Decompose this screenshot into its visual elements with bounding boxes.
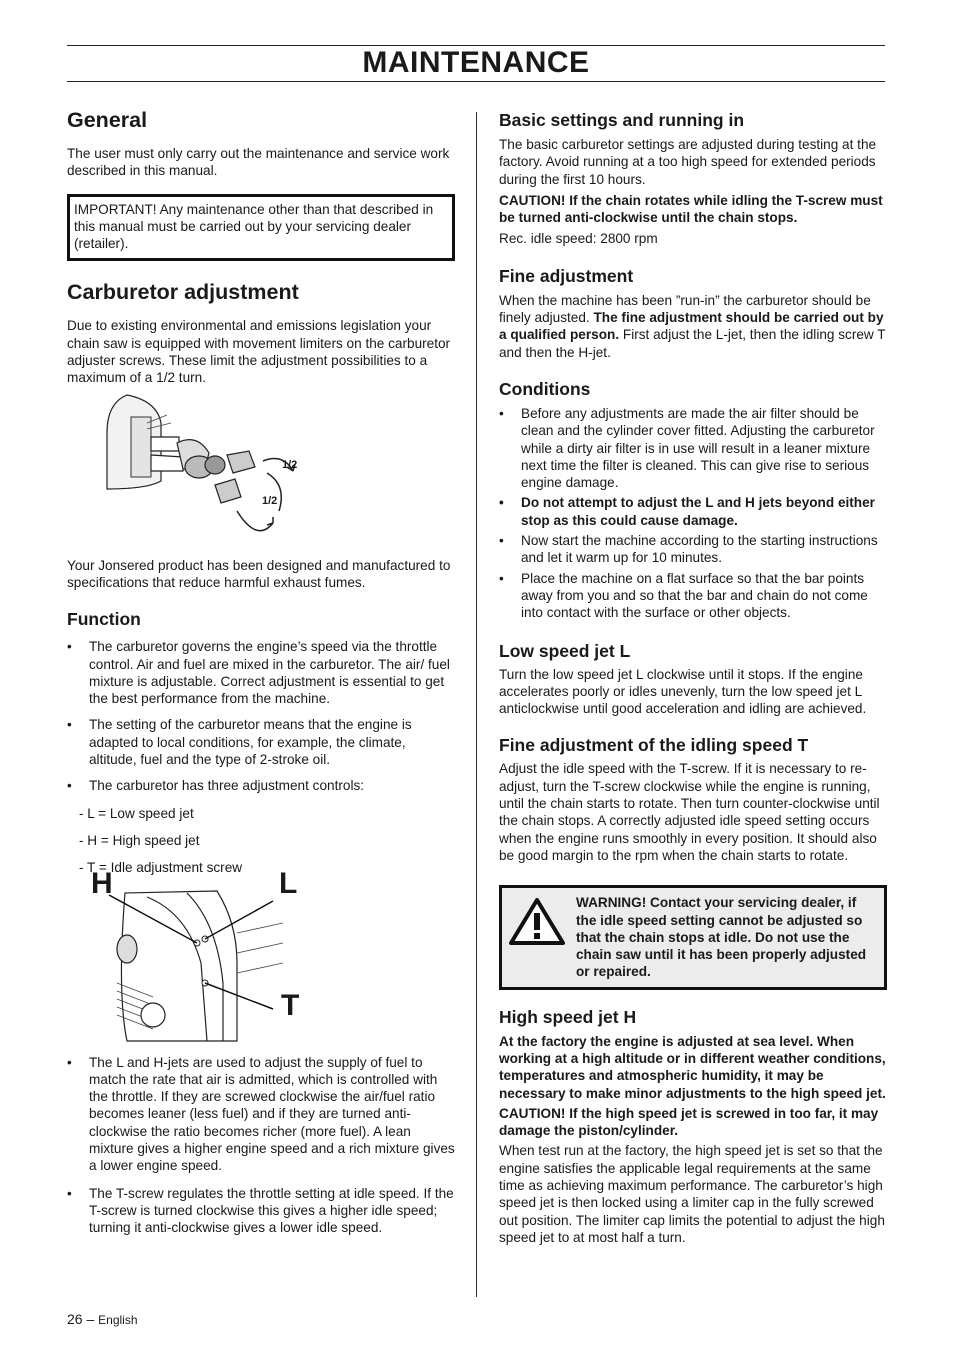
control-h: - H = High speed jet bbox=[79, 832, 200, 848]
function-bullet-4: • The L and H-jets are used to adjust the supply of fuel to match the rate that air is admitted, which is controlled with the throttle. If they are screwed clockwise the air/fuel ratio becomes leaner (less fuel) and if they are turned anti-clockwise the ratio becomes richer (more fuel). A lean mixture gives a higher engine speed and a rich mixture gives a lower engine speed. bbox=[67, 1054, 455, 1175]
control-l: - L = Low speed jet bbox=[79, 805, 194, 821]
carburetor-after-figure: Your Jonsered product has been designed and manufactured to specifications that reduce harmful exhaust fumes. bbox=[67, 557, 451, 590]
basic-settings-heading: Basic settings and running in bbox=[499, 110, 745, 130]
controls-list bbox=[67, 805, 455, 877]
fine-adjustment-heading: Fine adjustment bbox=[499, 265, 634, 286]
column-divider bbox=[476, 112, 477, 1297]
conditions-bullet-2: • Do not attempt to adjust the L and H jets beyond either stop as this could cause damage. bbox=[499, 494, 887, 529]
carburetor-body: Due to existing environmental and emissions legislation your chain saw is equipped with movement limiters on the carburetor adjuster screws. These limit the adjustment possibilities to a maximum of a 1/2 turn. bbox=[67, 318, 451, 386]
fine-body-part-2: First adjust the L-jet, then the idling screw T and then the H-jet. bbox=[499, 327, 886, 360]
page-number: 26 – bbox=[67, 1311, 95, 1327]
limiter-cap-figure bbox=[67, 393, 455, 543]
half-turn-label-lower: 1/2 bbox=[262, 494, 278, 507]
low-speed-jet-heading: Low speed jet L bbox=[499, 640, 631, 661]
basic-settings-body: The basic carburetor settings are adjusted during testing at the factory. Avoid running at a too high speed for extended periods during the first 10 hours. bbox=[499, 137, 877, 187]
general-heading: General bbox=[67, 108, 148, 132]
general-body: The user must only carry out the maintenance and service work described in this manual. bbox=[67, 146, 450, 179]
function-bullets bbox=[67, 638, 455, 794]
conditions-bullet-4: • Place the machine on a flat surface so that the bar points away from you and so that the bar and chain do not come into contact with the surface or other objects. bbox=[499, 570, 887, 622]
high-speed-jet-notice: At the factory the engine is adjusted at sea level. When working at a high altitude or in different weather conditions, temperatures and atmospheric humidity, it may be necessary to make minor adjustments to the high speed jet. bbox=[499, 1033, 886, 1101]
conditions-heading: Conditions bbox=[499, 378, 591, 399]
function-bullet-3: • The carburetor has three adjustment controls: bbox=[67, 777, 455, 794]
warning-triangle-icon bbox=[508, 896, 566, 946]
function-heading: Function bbox=[67, 609, 141, 630]
fine-body-part-1: When the machine has been ”run-in” the carburetor should be finely adjusted. bbox=[499, 292, 871, 326]
idle-speed-body: Adjust the idle speed with the T-screw. If it is necessary to re-adjust, turn the T-screw clockwise while the engine is running, until the chain starts to rotate. Then turn counter-clockwise until the chain stops. A correctly adjusted idle speed setting occurs when the engine runs smoothly in every position. It should also be good margin to the rpm when the chain starts to rotate. bbox=[499, 761, 880, 863]
fine-adjustment-body bbox=[499, 292, 887, 361]
important-text: IMPORTANT! Any maintenance other than that described in this manual must be carried out by your servicing dealer (retailer). bbox=[74, 201, 434, 252]
half-turn-label-upper: 1/2 bbox=[282, 458, 298, 471]
idle-speed-spec: Rec. idle speed: 2800 rpm bbox=[499, 231, 658, 247]
low-speed-jet-body: Turn the low speed jet L clockwise until it stops. If the engine accelerates poorly or idles unevenly, turn the low speed jet L anticlockwise until good acceleration and idling are achieved. bbox=[499, 666, 867, 717]
high-speed-jet-body: When test run at the factory, the high speed jet is set so that the engine satisfies the applicable legal requirements at the same time as achieving maximum performance. The carburetor’s high speed jet is then locked using a limiter cap in the fully screwed out position. The limiter cap limits the potential to adjust the high speed jet to at most half a turn. bbox=[499, 1143, 885, 1245]
carburetor-heading: Carburetor adjustment bbox=[67, 280, 299, 305]
warning-text: WARNING! Contact your servicing dealer, if the idle speed setting cannot be adjusted so that the chain stops at idle. Do not use the chain saw until it has been properly adjusted or repaired. bbox=[576, 895, 867, 980]
header-rule-bottom bbox=[67, 81, 885, 82]
footer-language: English bbox=[98, 1313, 138, 1327]
function-bullet-2: • The setting of the carburetor means that the engine is adapted to local conditions, for example, the climate, altitude, fuel and the type of 2-stroke oil. bbox=[67, 716, 455, 768]
function-bullet-5: • The T-screw regulates the throttle setting at idle speed. If the T-screw is turned clockwise this gives a higher idle speed; turning it anti-clockwise gives a lower idle speed. bbox=[67, 1185, 455, 1237]
h-jet-label: H bbox=[91, 866, 113, 900]
conditions-bullets bbox=[499, 405, 887, 622]
idle-speed-heading: Fine adjustment of the idling speed T bbox=[499, 735, 809, 756]
right-column bbox=[499, 100, 887, 1246]
high-speed-jet-caution: CAUTION! If the high speed jet is screwed in too far, it may damage the piston/cylinder. bbox=[499, 1105, 879, 1139]
page-footer bbox=[67, 1311, 138, 1327]
page-title: MAINTENANCE bbox=[362, 46, 590, 79]
fine-body-bold: The fine adjustment should be carried out by a qualified person. bbox=[499, 310, 884, 343]
warning-box bbox=[499, 885, 887, 989]
left-column bbox=[67, 100, 455, 1237]
function-bullets-2 bbox=[67, 1054, 455, 1237]
control-t: - T = Idle adjustment screw bbox=[79, 860, 243, 876]
basic-settings-caution: CAUTION! If the chain rotates while idling the T-screw must be turned anti-clockwise until the chain stops. bbox=[499, 192, 883, 226]
l-jet-label: L bbox=[279, 866, 298, 900]
conditions-bullet-1: • Before any adjustments are made the air filter should be clean and the cylinder cover fitted. Adjusting the carburetor while a dirty air filter is in use will result in a leaner mixture next time the filter is cleaned. This can give rise to serious engine damage. bbox=[499, 405, 887, 491]
important-notice bbox=[67, 194, 455, 262]
conditions-bullet-3: • Now start the machine according to the starting instructions and let it warm up for 10 minutes. bbox=[499, 532, 887, 567]
t-screw-label: T bbox=[281, 988, 300, 1022]
high-speed-jet-heading: High speed jet H bbox=[499, 1006, 637, 1027]
function-bullet-1: • The carburetor governs the engine’s speed via the throttle control. Air and fuel are mixed in the carburetor. The air/ fuel mixture is adjustable. Correct adjustment is essential to get the best performance from the machine. bbox=[67, 638, 455, 707]
